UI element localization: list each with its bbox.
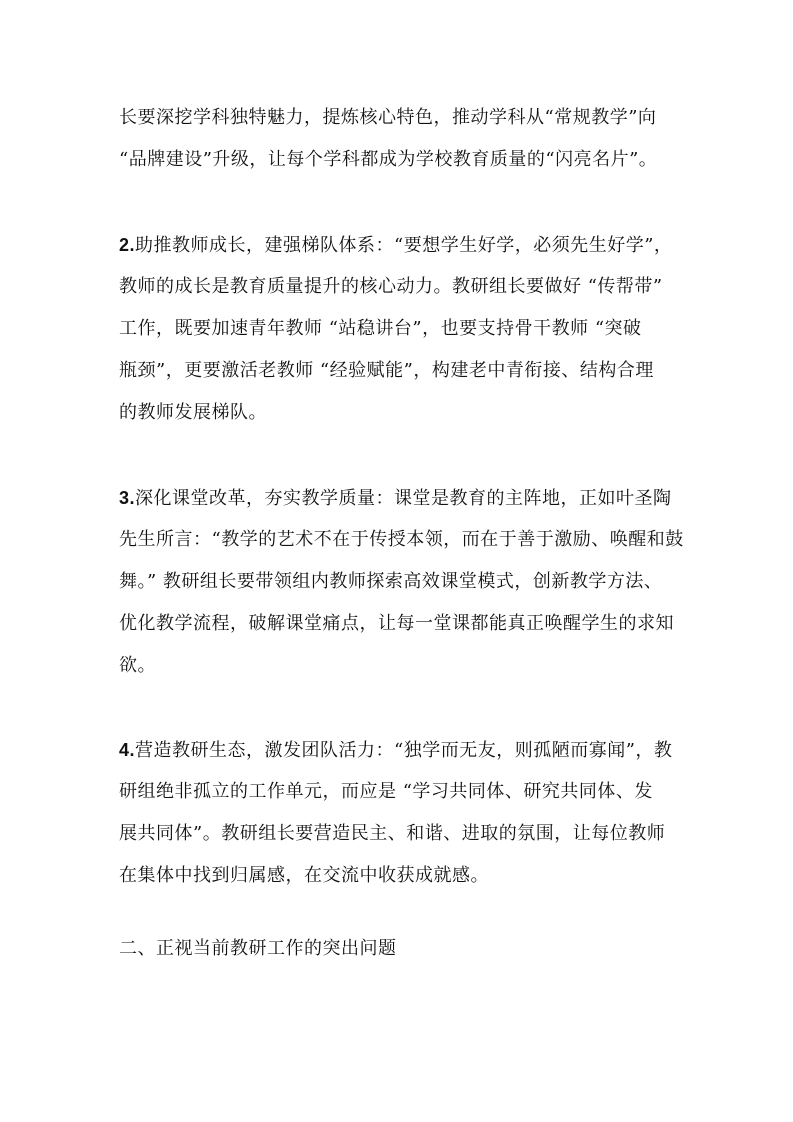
paragraph-2-line-4: 瓶颈”，更要激活老教师 “经验赋能”，构建老中青衔接、结构合理 <box>119 360 654 381</box>
paragraph-2-line-1-text: 助推教师成长，建强梯队体系：“要想学生好学，必须先生好学”， <box>135 235 673 256</box>
paragraph-3-number: 3. <box>119 488 136 508</box>
paragraph-2-line-5: 的教师发展梯队。 <box>119 402 267 423</box>
paragraph-4-line-1 <box>119 738 679 763</box>
paragraph-3-line-1 <box>119 486 679 511</box>
paragraph-4-line-2: 研组绝非孤立的工作单元，而应是 “学习共同体、研究共同体、发 <box>119 781 653 802</box>
paragraph-3-line-1-text: 深化课堂改革，夯实教学质量：课堂是教育的主阵地，正如叶圣陶 <box>135 488 672 509</box>
paragraph-2-line-2: 教师的成长是教育质量提升的核心动力。教研组长要做好 “传帮带” <box>119 276 663 297</box>
paragraph-3-line-3: 舞。” 教研组长要带领组内教师探索高效课堂模式，创新教学方法、 <box>119 571 663 592</box>
paragraph-4-line-1-text: 营造教研生态，激发团队活力：“独学而无友，则孤陋而寡闻”，教 <box>135 740 673 761</box>
paragraph-1-line-2: “品牌建设”升级，让每个学科都成为学校教育质量的“闪亮名片”。 <box>119 149 658 170</box>
paragraph-4-line-3: 展共同体”。教研组长要营造民主、和谐、进取的氛围，让每位教师 <box>119 823 666 844</box>
paragraph-4-number: 4. <box>119 740 136 760</box>
paragraph-2-number: 2. <box>119 235 136 255</box>
paragraph-3-line-4: 优化教学流程，破解课堂痛点，让每一堂课都能真正唤醒学生的求知 <box>119 613 674 634</box>
paragraph-1-line-1: 长要深挖学科独特魅力，提炼核心特色，推动学科从“常规教学”向 <box>119 107 657 128</box>
paragraph-3-line-2: 先生所言：“教学的艺术不在于传授本领，而在于善于激励、唤醒和鼓 <box>119 529 684 550</box>
paragraph-4-line-4: 在集体中找到归属感，在交流中收获成就感。 <box>119 865 489 886</box>
paragraph-2-line-3: 工作，既要加速青年教师 “站稳讲台”，也要支持骨干教师 “突破 <box>119 318 642 339</box>
section-heading: 二、正视当前教研工作的突出问题 <box>119 938 397 959</box>
paragraph-3-line-5: 欲。 <box>119 655 156 676</box>
paragraph-2-line-1 <box>119 233 679 258</box>
